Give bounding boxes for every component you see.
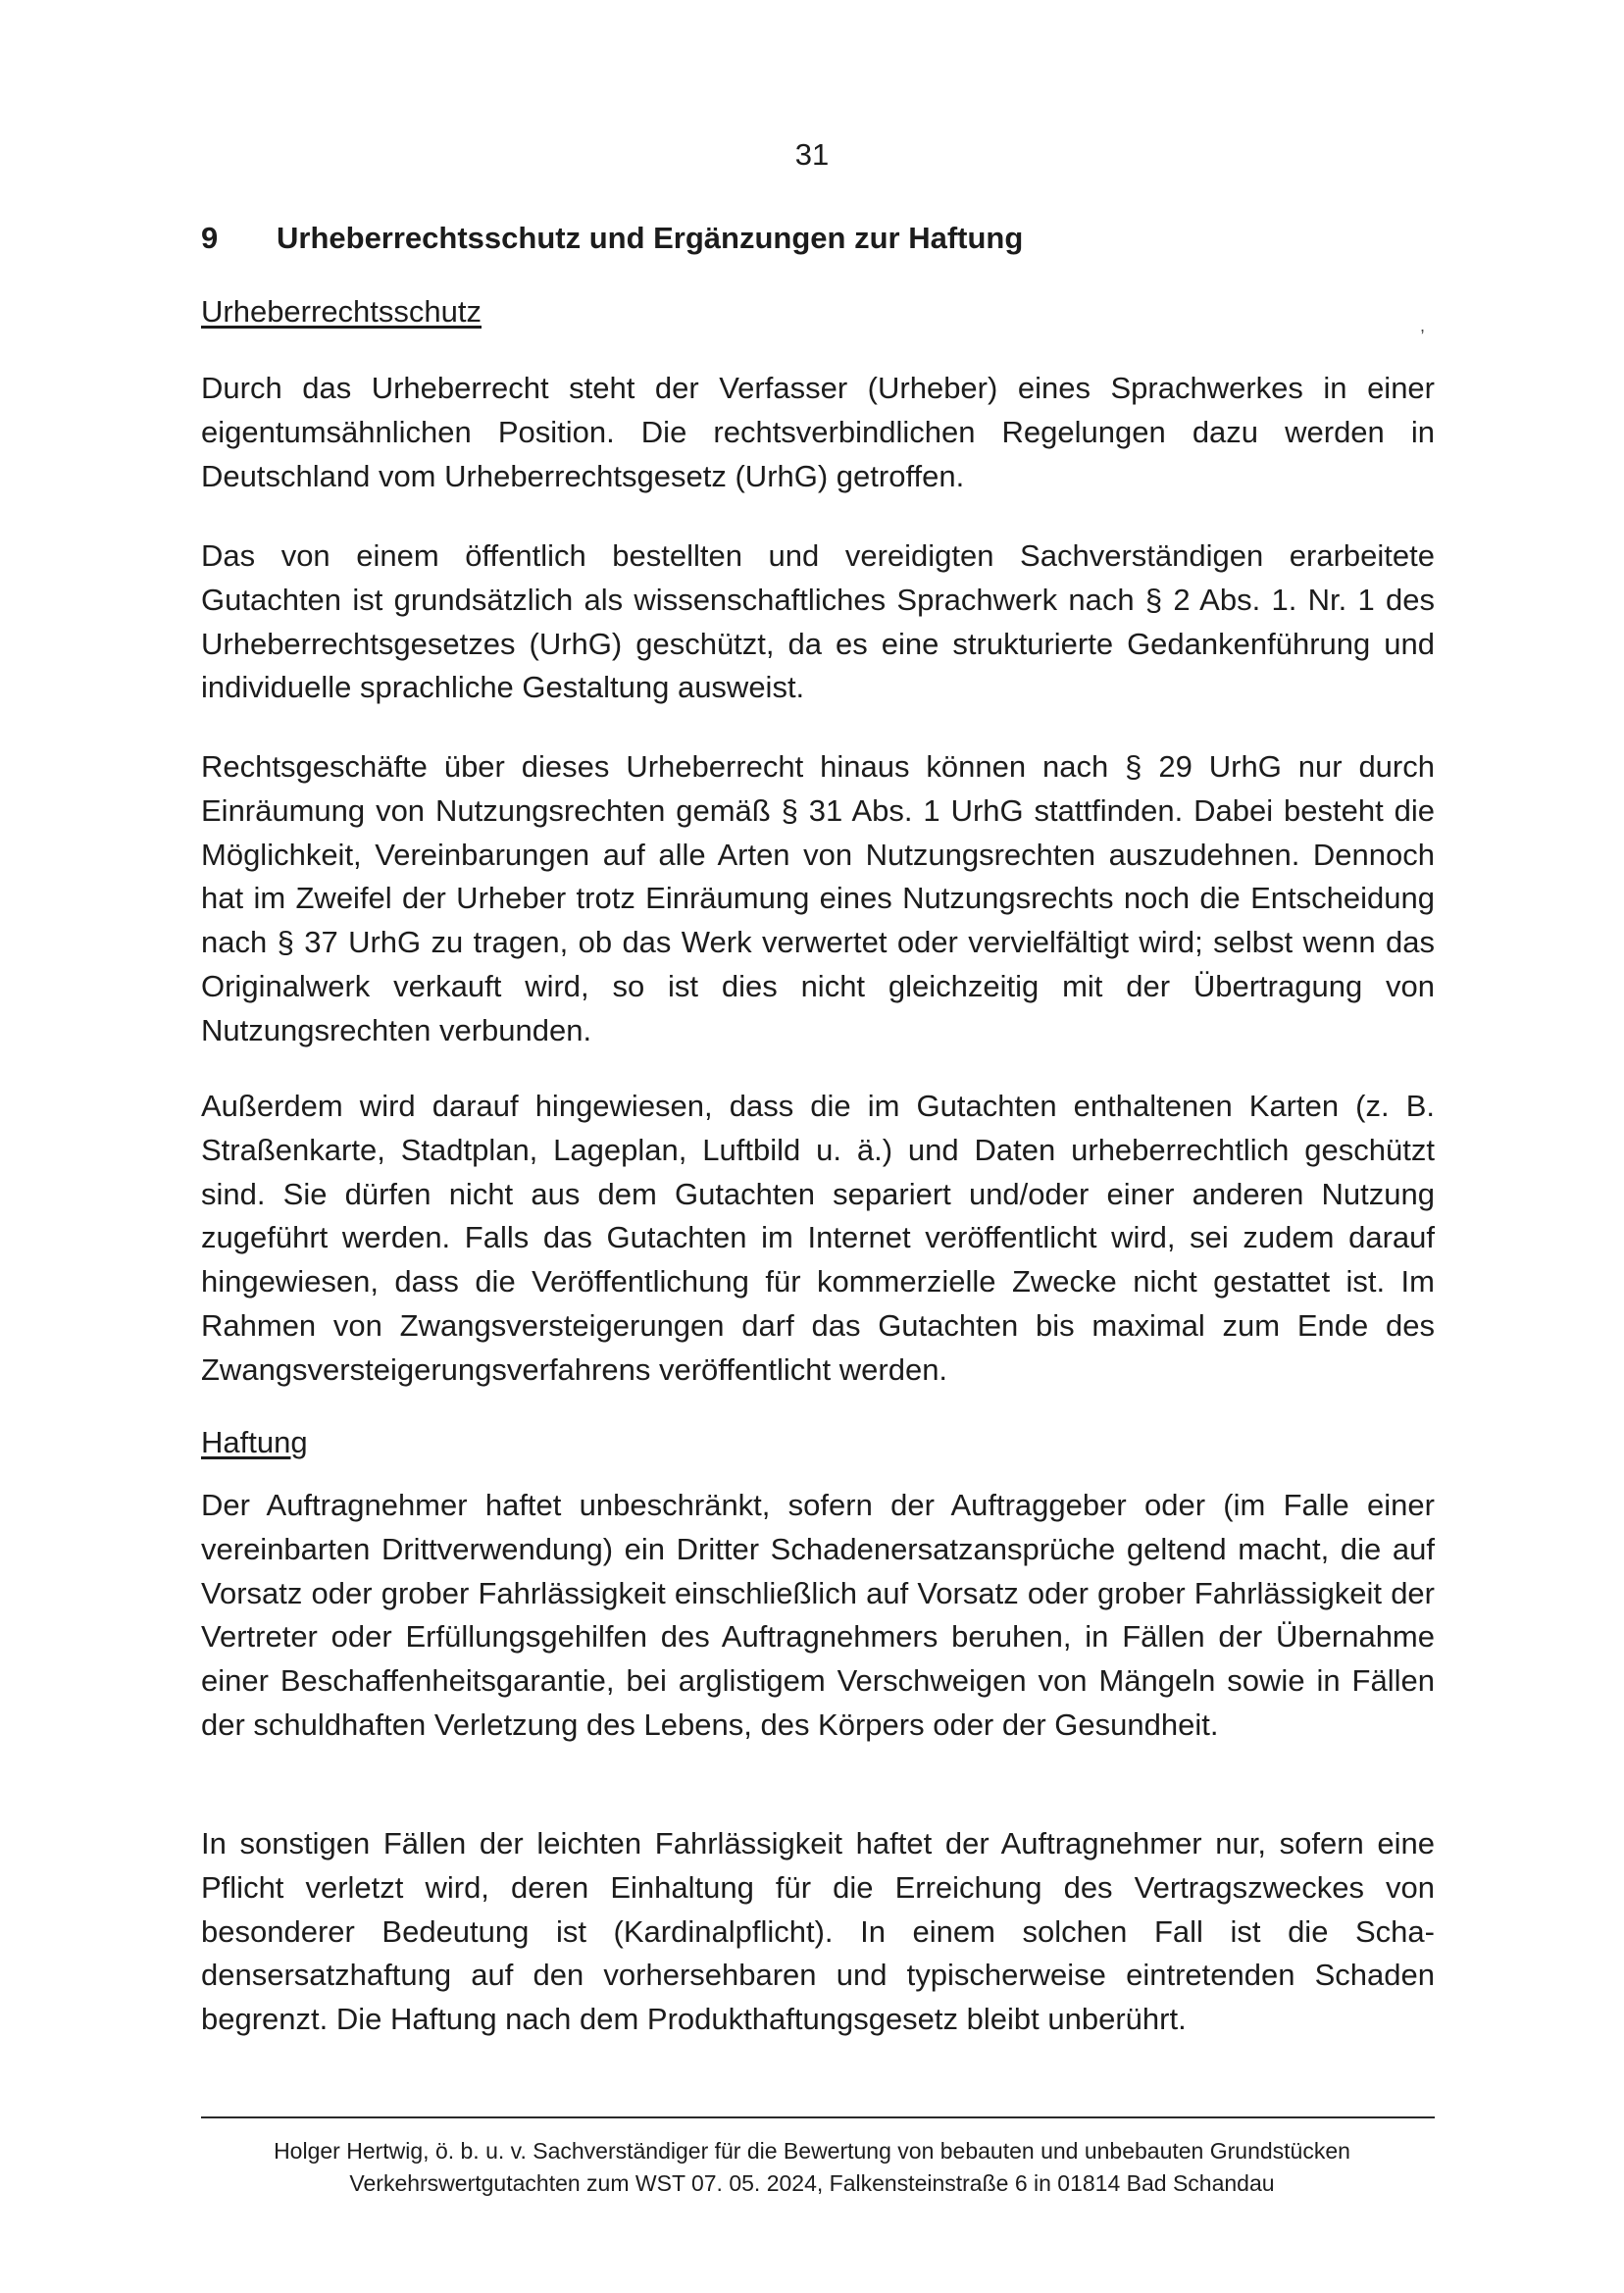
footer-author-line: Holger Hertwig, ö. b. u. v. Sachverständiger für die Bewertung von bebauten und unbebauten Grundstücken — [274, 2138, 1350, 2164]
section-heading — [201, 221, 1023, 256]
copyright-paragraph-2: Das von einem öffentlich bestellten und vereidigten Sachverständigen erarbeitete Gutachten ist grundsätzlich als wissenschaftliches Sprachwerk nach § 2 Abs. 1. Nr. 1 des Urheberrechtsgesetzes (UrhG) geschützt, da es eine strukturierte Gedankenführung und individuelle sprachliche Gestaltung ausweist. — [201, 538, 1435, 705]
liability-heading: Haftung — [201, 1425, 308, 1459]
scan-speck: , — [1420, 316, 1426, 335]
footer-divider — [201, 2116, 1435, 2118]
section-title: Urheberrechtsschutz und Ergänzungen zur Haftung — [277, 221, 1024, 255]
liability-paragraph-1: Der Auftragnehmer haftet unbeschränkt, sofern der Auftraggeber oder (im Falle einer vereinbarten Drittverwendung) ein Dritter Schadenersatzansprüche geltend macht, die auf Vorsatz oder grober Fahrlässigkeit einschließlich auf Vorsatz oder grober Fahrlässigkeit der Vertreter oder Erfüllungsgehilfen des Auftragnehmers beruhen, in Fällen der Übernahme einer Beschaffenheitsgarantie, bei arglistigem Verschweigen von Mängeln sowie in Fällen der schuldhaften Verletzung des Lebens, des Körpers oder der Gesundheit. — [201, 1488, 1435, 1742]
copyright-paragraph-1: Durch das Urheberrecht steht der Verfasser (Urheber) eines Sprachwerkes in einer eigentumsähnlichen Position. Die rechtsverbindlichen Regelungen dazu werden in Deutschland vom Urheberrechtsgesetz (UrhG) getroffen. — [201, 371, 1435, 493]
liability-paragraph-2: In sonstigen Fällen der leichten Fahrlässigkeit haftet der Auftragnehmer nur, sofern eine Pflicht verletzt wird, deren Einhaltung für die Erreichung des Vertragszweckes von besonderer Bedeutung ist (Kardinalpflicht). In einem solchen Fall ist die Schadensersatzhaftung auf den vorhersehbaren und typischerweise eintretenden Schaden begrenzt. Die Haftung nach dem Produkthaftungsgesetz bleibt unberührt. — [201, 1826, 1435, 2037]
copyright-paragraph-3: Rechtsgeschäfte über dieses Urheberrecht hinaus können nach § 29 UrhG nur durch Einräumung von Nutzungsrechten gemäß § 31 Abs. 1 UrhG stattfinden. Dabei besteht die Möglichkeit, Vereinbarungen auf alle Arten von Nutzungsrechten auszudehnen. Dennoch hat im Zweifel der Urheber trotz Einräumung eines Nutzungsrechts noch die Entscheidung nach § 37 UrhG zu tragen, ob das Werk verwertet oder vervielfältigt wird; selbst wenn das Originalwerk verkauft wird, so ist dies nicht gleichzeitig mit der Übertragung von Nutzungsrechten verbunden. — [201, 749, 1435, 1047]
section-number: 9 — [201, 221, 219, 255]
copyright-paragraph-4: Außerdem wird darauf hingewiesen, dass die im Gutachten enthaltenen Karten (z. B. Straßenkarte, Stadtplan, Lageplan, Luftbild u. ä.) und Daten urheberrechtlich geschützt sind. Sie dürfen nicht aus dem Gutachten separiert und/oder einer anderen Nutzung zugeführt werden. Falls das Gutachten im Internet veröffentlicht wird, sei zudem darauf hingewiesen, dass die Veröffentlichung für kommerzielle Zwecke nicht gestattet ist. Im Rahmen von Zwangsversteigerungen darf das Gutachten bis maximal zum Ende des Zwangsversteigerungsverfahrens veröffentlicht werden. — [201, 1089, 1435, 1387]
footer-report-line: Verkehrswertgutachten zum WST 07. 05. 2024, Falkensteinstraße 6 in 01814 Bad Schandau — [349, 2170, 1275, 2196]
page-number: 31 — [794, 137, 830, 172]
copyright-heading: Urheberrechtsschutz — [201, 294, 482, 329]
